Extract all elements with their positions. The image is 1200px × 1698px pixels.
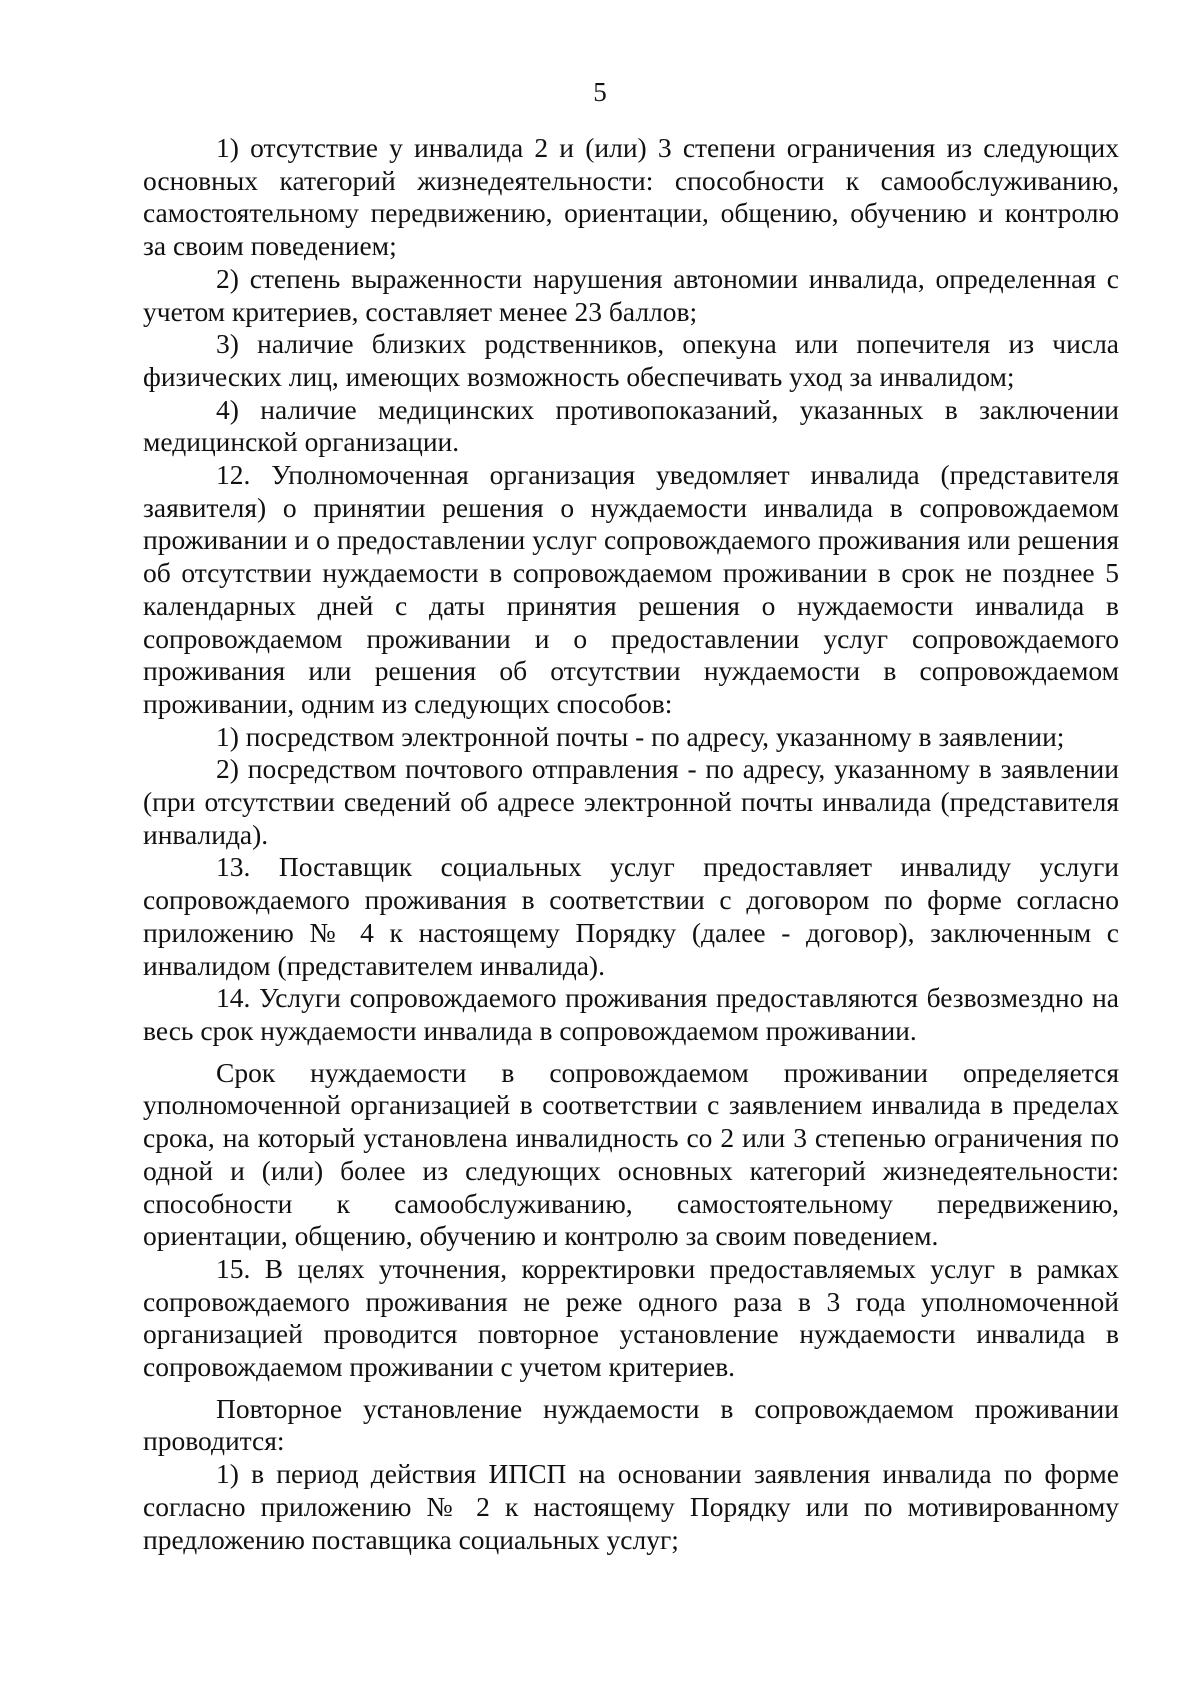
paragraph-criterion-3: 3) наличие близких родственников, опекуна или попечителя из числа физических лиц, имеющих возможность обеспечивать уход за инвалидом; bbox=[143, 328, 1119, 392]
paragraph-repeat-case-1: 1) в период действия ИПСП на основании заявления инвалида по форме согласно приложению № 2 к настоящему Порядку или по мотивированному предложению поставщика социальных услуг; bbox=[143, 1458, 1119, 1555]
paragraph-repeat-assessment: Повторное установление нуждаемости в сопровождаемом проживании проводится: bbox=[143, 1392, 1119, 1457]
paragraph-need-period: Срок нуждаемости в сопровождаемом проживании определяется уполномоченной организацией в соответствии с заявлением инвалида в пределах срока, на который установлена инвалидность со 2 или 3 степенью ограничения по одной и (или) более из следующих основных категорий жизнедеятельности: способности к самообслуживанию, самостоятельному передвижению, ориентации, общению, обучению и контролю за своим поведением. bbox=[143, 1056, 1119, 1252]
paragraph-item-12: 12. Уполномоченная организация уведомляет инвалида (представителя заявителя) о принятии решения о нуждаемости инвалида в сопровождаемом проживании и о предоставлении услуг сопровождаемого проживания или решения об отсутствии нуждаемости в сопровождаемом проживании в срок не позднее 5 календарных дней с даты принятия решения о нуждаемости инвалида в сопровождаемом проживании и о предоставлении услуг сопровождаемого проживания или решения об отсутствии нуждаемости в сопровождаемом проживании, одним из следующих способов: bbox=[143, 459, 1119, 719]
paragraph-item-13: 13. Поставщик социальных услуг предоставляет инвалиду услуги сопровождаемого проживания в соответствии с договором по форме согласно приложению № 4 к настоящему Порядку (далее - договор), заключенным с инвалидом (представителем инвалида). bbox=[143, 851, 1119, 981]
paragraph-criterion-2: 2) степень выраженности нарушения автономии инвалида, определенная с учетом критериев, составляет менее 23 баллов; bbox=[143, 262, 1119, 327]
paragraph-item-15: 15. В целях уточнения, корректировки предоставляемых услуг в рамках сопровождаемого проживания не реже одного раза в 3 года уполномоченной организацией проводится повторное установление нуждаемости инвалида в сопровождаемом проживании с учетом критериев. bbox=[143, 1252, 1119, 1383]
paragraph-criterion-4: 4) наличие медицинских противопоказаний, указанных в заключении медицинской организации. bbox=[143, 393, 1119, 458]
paragraph-item-14: 14. Услуги сопровождаемого проживания предоставляются безвозмездно на весь срок нуждаемости инвалида в сопровождаемом проживании. bbox=[143, 982, 1119, 1046]
paragraph-method-post: 2) посредством почтового отправления - по адресу, указанному в заявлении (при отсутствии сведений об адресе электронной почты инвалида (представителя инвалида). bbox=[143, 753, 1119, 850]
page-number: 5 bbox=[593, 77, 607, 107]
paragraph-method-email: 1) посредством электронной почты - по адресу, указанному в заявлении; bbox=[216, 720, 1065, 752]
paragraph-criterion-1: 1) отсутствие у инвалида 2 и (или) 3 степени ограничения из следующих основных категорий жизнедеятельности: способности к самообслуживанию, самостоятельному передвижению, ориентации, общению, обучению и контролю за своим поведением; bbox=[143, 132, 1119, 262]
document-body bbox=[143, 132, 1119, 1556]
